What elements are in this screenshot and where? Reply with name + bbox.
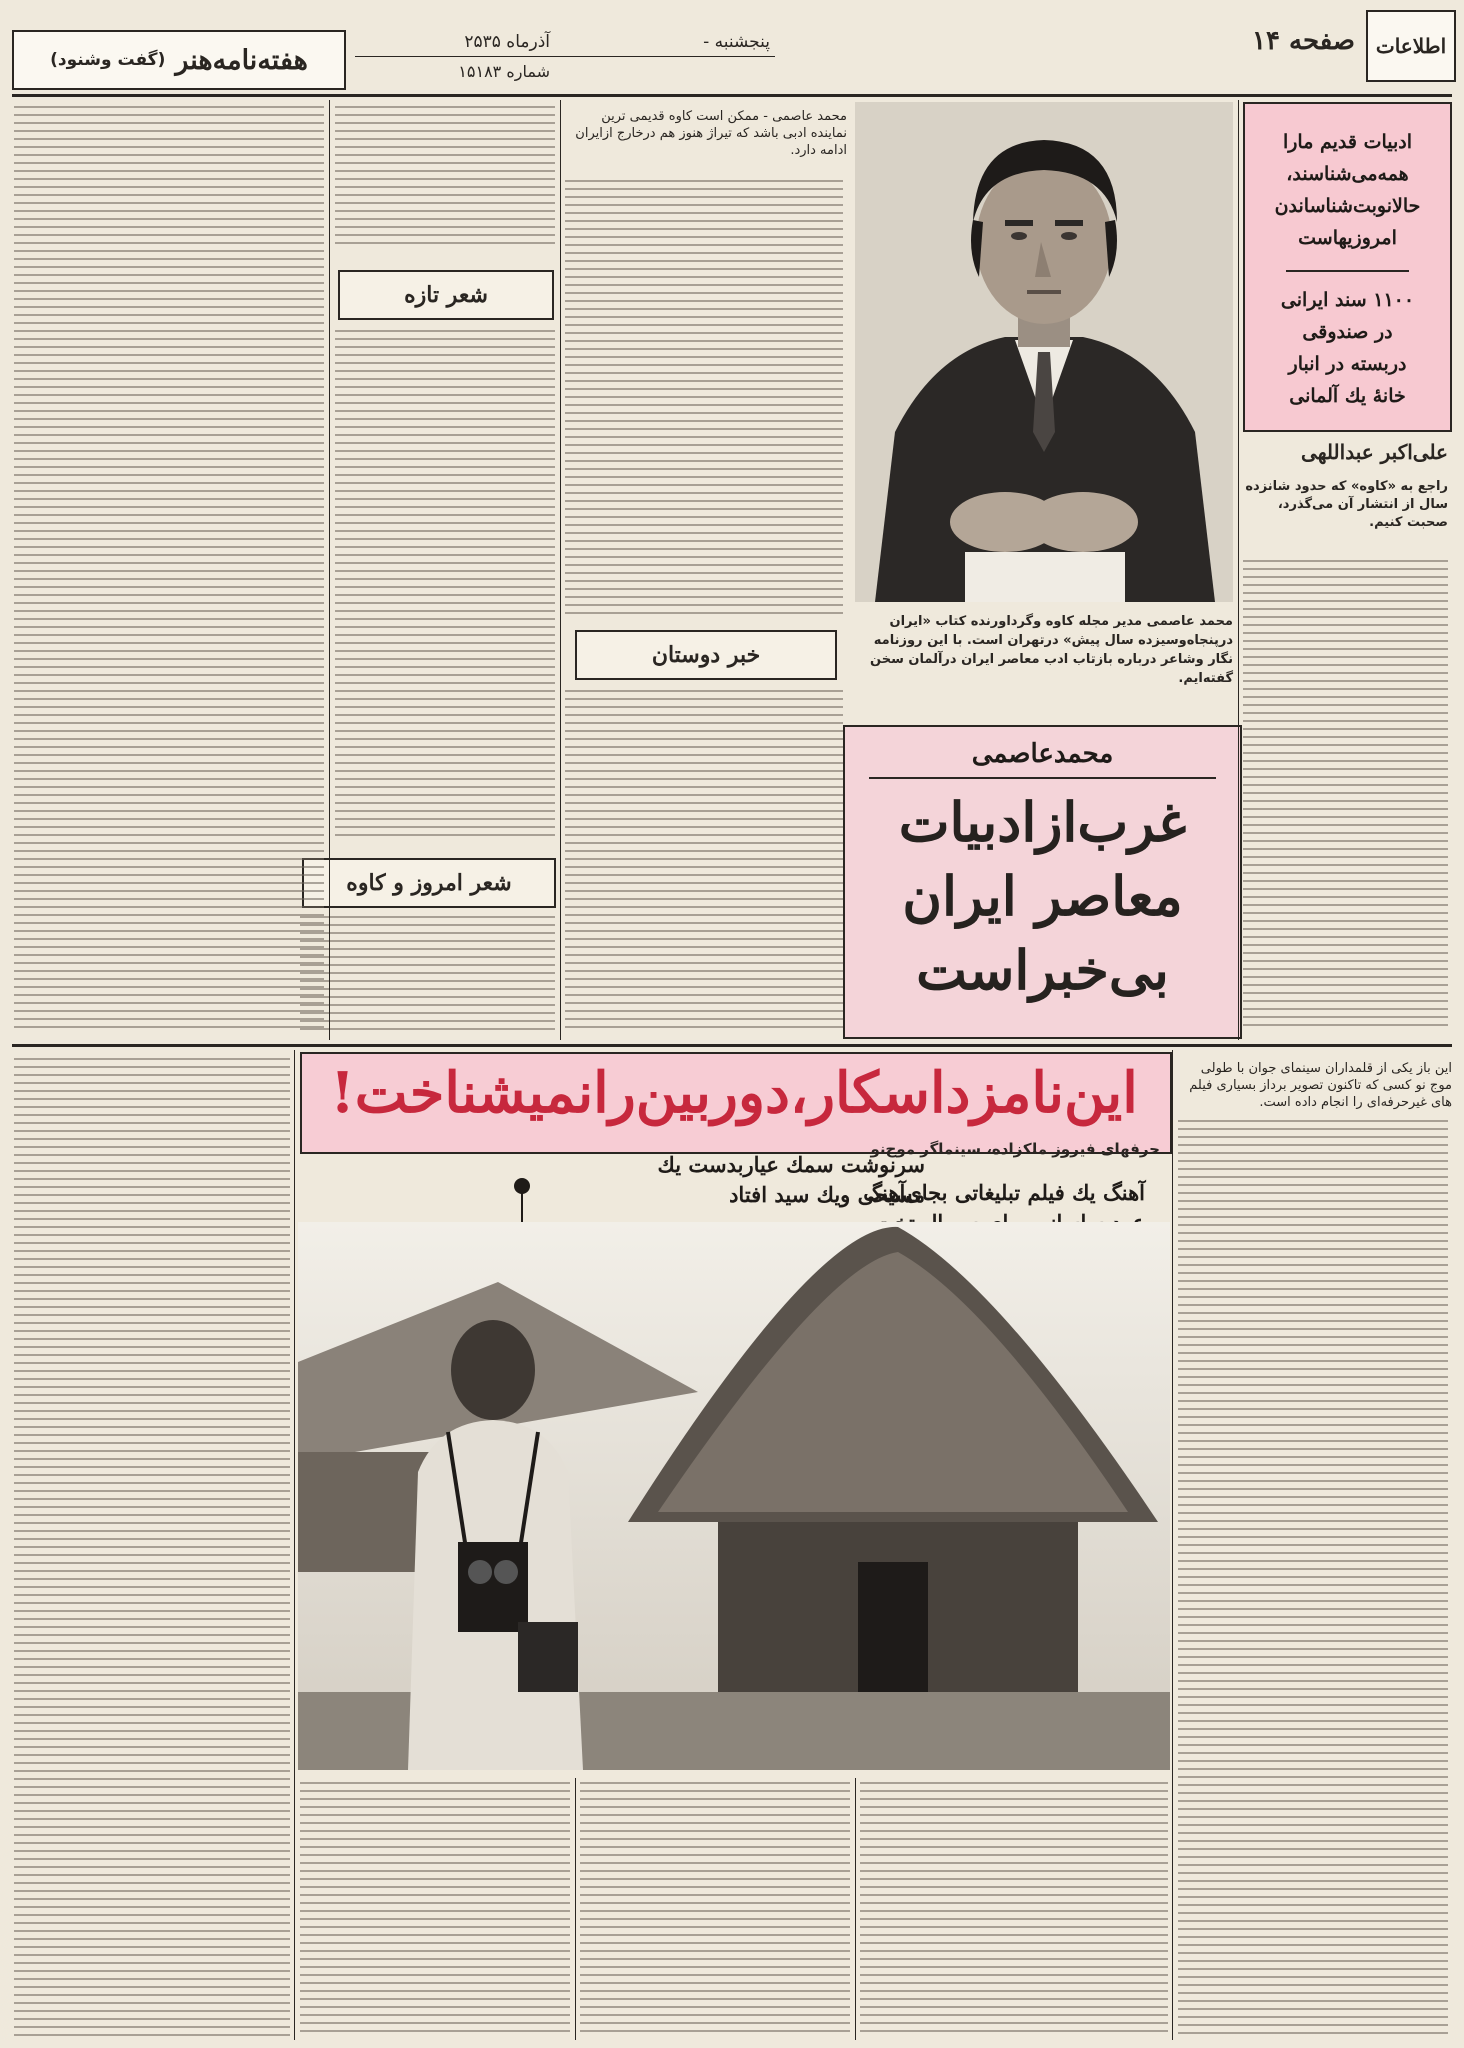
quote-line: در صندوقی [1302, 321, 1393, 343]
text-column [565, 180, 843, 620]
quote-line: حالانوبت‌شناساندن [1274, 195, 1421, 217]
main-headline: این‌نامزداسکار،دوربین‌رانمیشناخت! [330, 1060, 1138, 1126]
text-column [14, 106, 324, 1031]
quote-line: ادبیات قدیم مارا [1282, 131, 1413, 153]
headline-line: معاصر ایران [902, 864, 1183, 928]
photo-caption: محمد عاصمی مدیر مجله کاوه وگرداورنده کتاب «ایران درپنجاه‌وسیزده سال پیش» درتهران است. با این روزنامه نگار وشاعر درباره بازتاب ادب معاصر ایران درآلمان سخن گفته‌ایم. [870, 614, 1233, 686]
section-subtitle: (گفت وشنود) [50, 50, 166, 70]
blurb-line: آهنگ یك فیلم تبلیغاتی بجای‌آهنگ [863, 1180, 1145, 1205]
text-column [580, 1782, 850, 2037]
blurb-line: سرنوشت سمك عیاربدست یك [657, 1152, 925, 1177]
text-column [565, 690, 843, 1030]
blurb-line: مسیحی ویك سید افتاد [729, 1182, 925, 1207]
author-name: علی‌اکبر عبداللهی [1301, 440, 1448, 464]
text-column [1178, 1120, 1448, 2040]
pink-quote-box [1243, 102, 1452, 432]
logo-text: اطلاعات [1375, 34, 1447, 58]
interviewee-name: محمدعاصمی [971, 739, 1114, 769]
quote-line: همه‌می‌شناسند، [1286, 163, 1409, 185]
section-title: هفته‌نامه‌هنر [175, 44, 308, 76]
byline: حرفهای فیروز ملکزاده، سینماگر موج‌نو [870, 1140, 1160, 1158]
issue-date: آذرماه ۲۵۳۵ [464, 32, 550, 52]
headline-box [843, 725, 1242, 1039]
filmmaker-photo [298, 1222, 1170, 1770]
page-number: صفحه ۱۴ [1252, 26, 1355, 56]
headline-line: غرب‌ازادبیات [898, 790, 1187, 854]
subhead-today-poetry: شعر امروز و کاوه [302, 858, 556, 908]
text-column [300, 916, 555, 1031]
issue-number: شماره ۱۵۱۸۳ [458, 62, 550, 81]
column-lead-text: محمد عاصمی - ممکن است کاوه قدیمی ترین نماینده ادبی باشد که تیراژ هنوز هم درخارج ازایران ادامه دارد. [565, 106, 851, 161]
issue-day: پنجشنبه - [703, 32, 770, 52]
quote-line: امروزیهاست [1298, 227, 1397, 249]
subhead-friends: خبر دوستان [575, 630, 837, 680]
subhead-fresh-poetry: شعر تازه [338, 270, 554, 320]
text-column [14, 1058, 290, 2038]
lead-question: راجع به «کاوه» که حدود شانزده سال از انتشار آن می‌گذرد، صحبت کنیم. [1245, 479, 1448, 530]
text-column [860, 1782, 1168, 2037]
portrait-photo [855, 102, 1233, 602]
logo-box [1366, 10, 1456, 82]
text-column [300, 1782, 570, 2037]
text-column [1243, 560, 1448, 1030]
text-column [335, 106, 555, 246]
headline-line: بی‌خبراست [916, 938, 1169, 1002]
text-column [335, 330, 555, 840]
quote-line: ۱۱۰۰ سند ایرانی [1280, 289, 1415, 311]
quote-line: دربسته در انبار [1288, 353, 1407, 375]
column-lead-text-2: این باز یکی از قلمداران سینمای جوان با طولی موج نو کسی که تاکنون تصویر برداز بسیاری فیلم های غیرحرفه‌ای را انجام داده است. [1178, 1058, 1456, 1113]
quote-line: خانهٔ یك آلمانی [1289, 385, 1406, 407]
section-title-box [12, 30, 346, 90]
